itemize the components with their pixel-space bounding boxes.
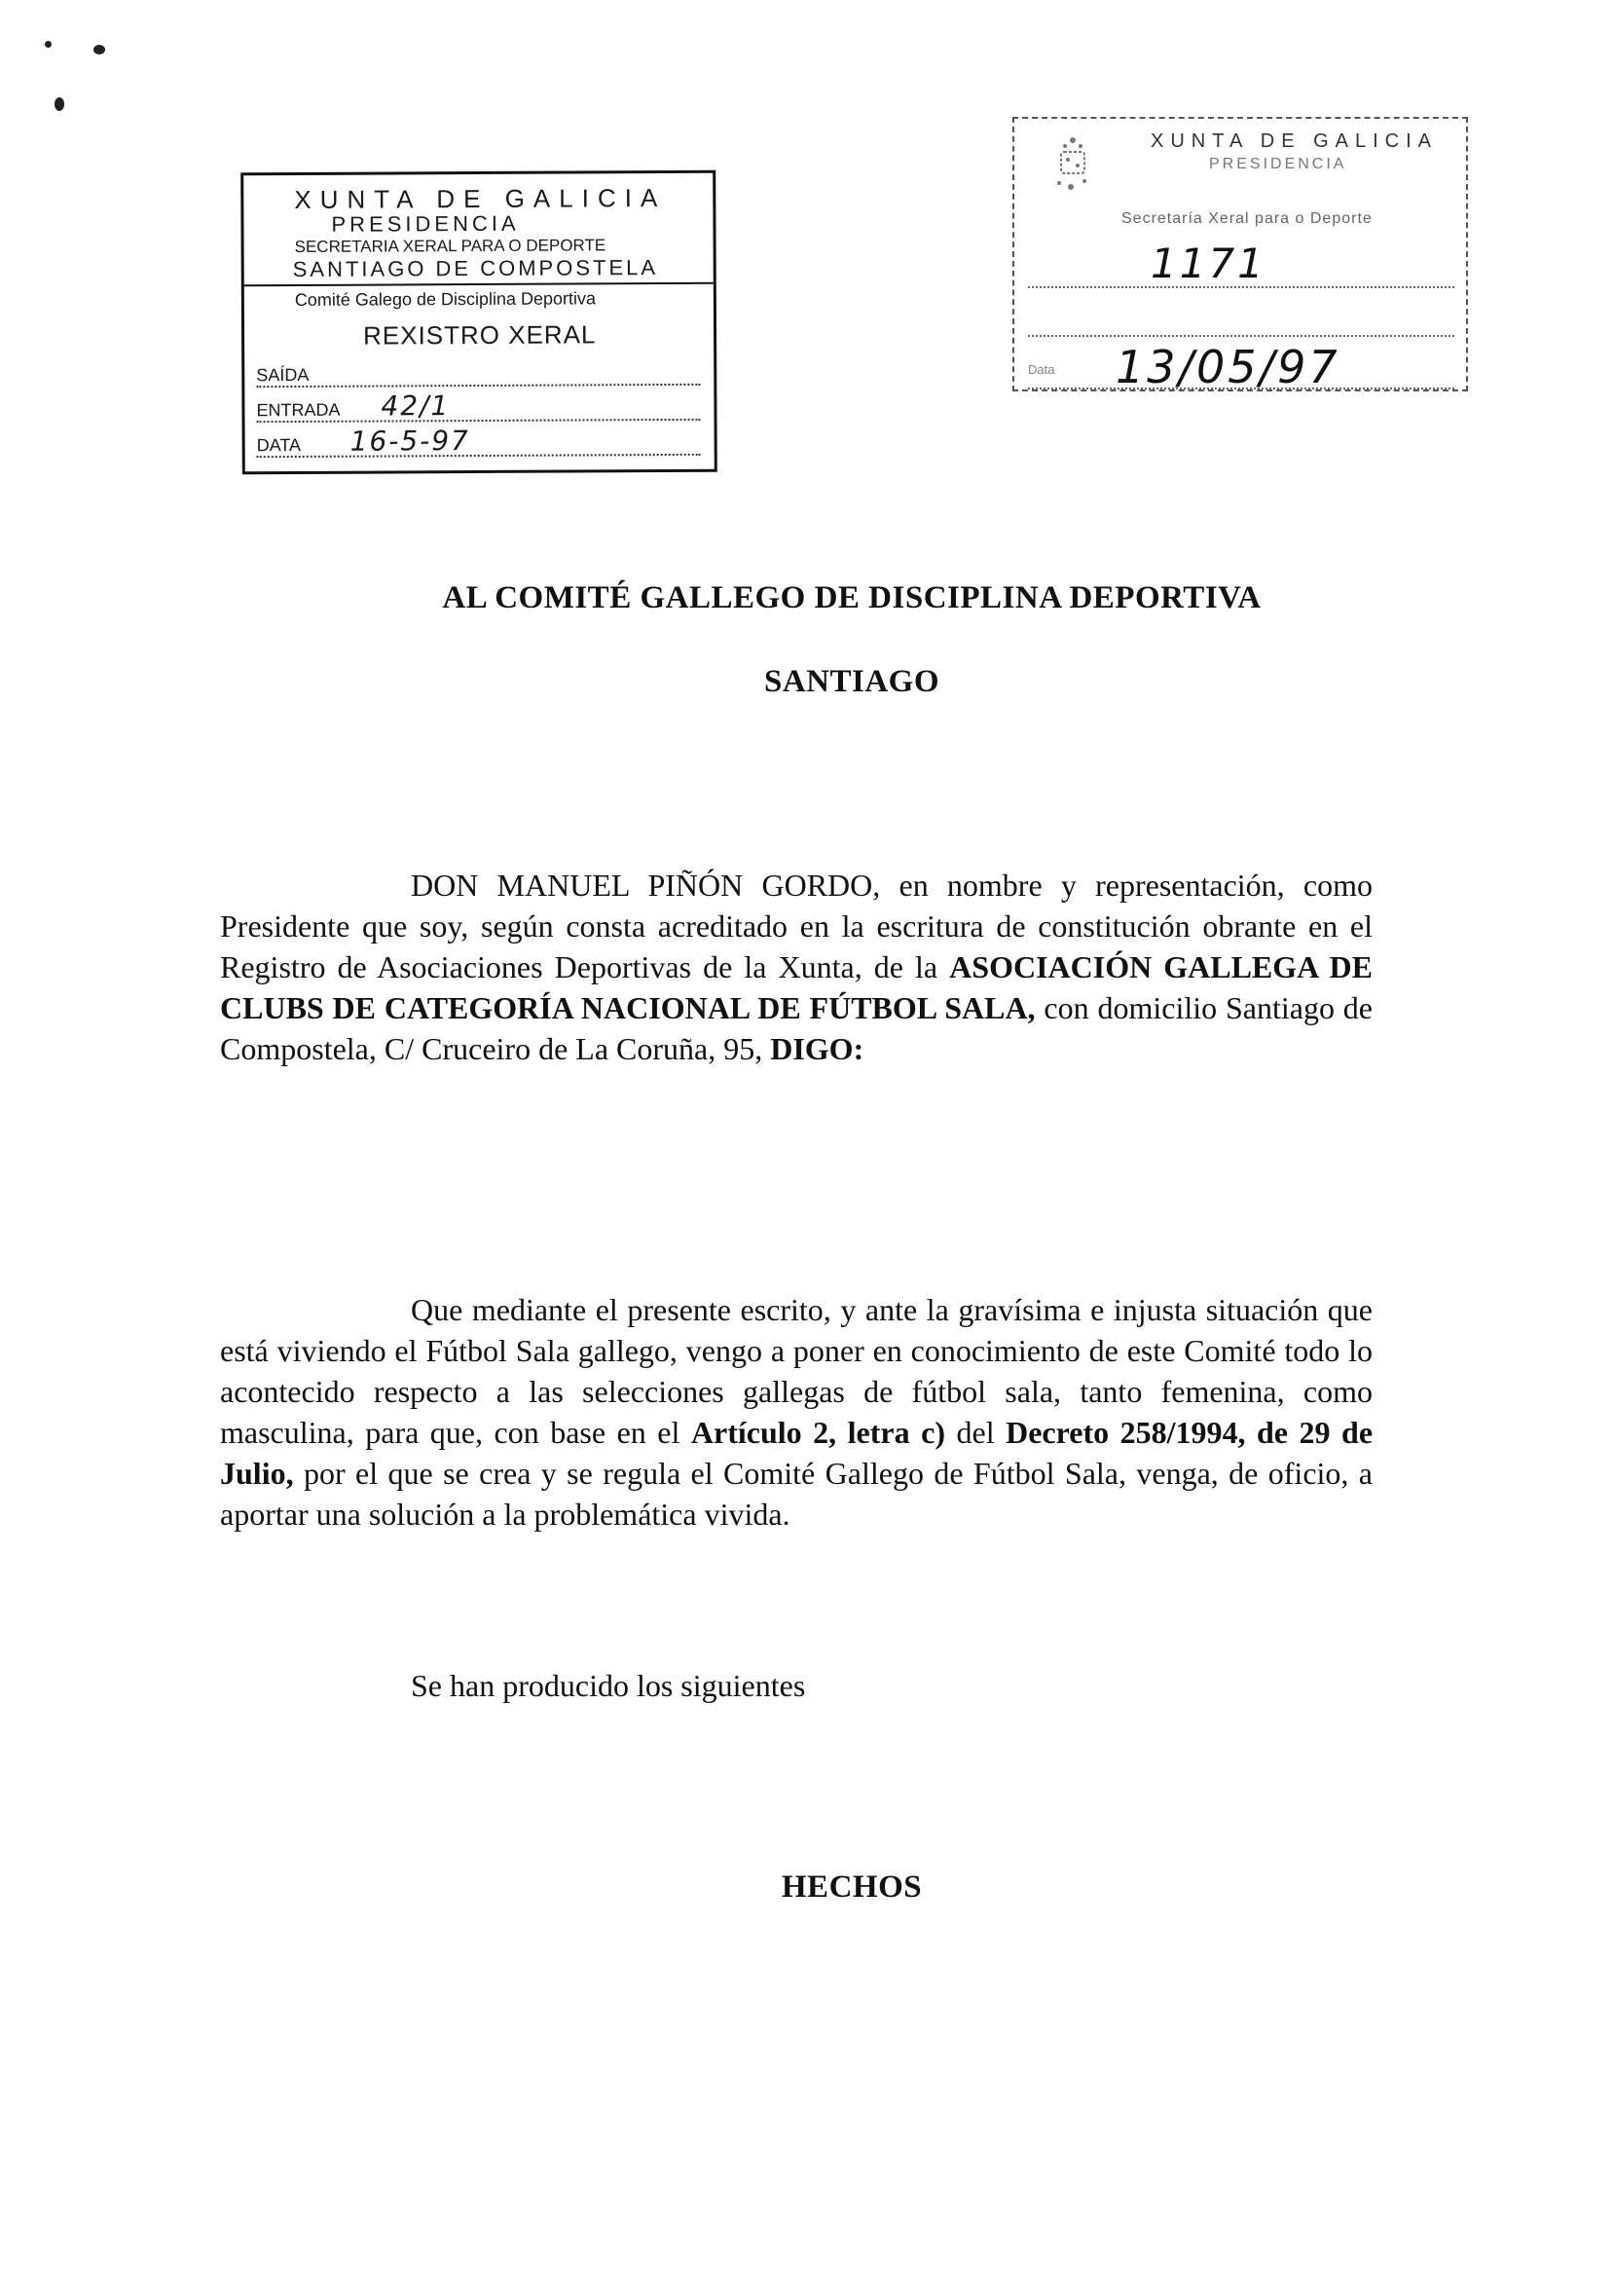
stamp-right-secretaria: Secretaría Xeral para o Deporte bbox=[1121, 210, 1373, 227]
p2-text-a: Que mediante el presente escrito, y ante la gravísima e injusta situación que está viviendo el Fútbol Sala gallego, vengo a poner en conocimiento de este Comité todo lo acontecido respecto a las selecciones gallegas de fútbol sala, tanto femenina, como masculina, para que, con base en el bbox=[220, 1292, 1373, 1450]
hechos-heading: HECHOS bbox=[781, 1870, 923, 1905]
data-label: DATA bbox=[256, 434, 302, 456]
scan-mark bbox=[93, 45, 105, 55]
stamp-row-data bbox=[256, 425, 701, 458]
coat-of-arms-icon bbox=[1051, 132, 1094, 201]
registry-number: 1171 bbox=[1151, 240, 1266, 287]
stamp-row-entrada bbox=[256, 389, 700, 423]
p2-text-c: del bbox=[945, 1415, 1007, 1450]
addressee-heading: AL COMITÉ GALLEGO DE DISCIPLINA DEPORTIVA bbox=[442, 580, 1262, 615]
transition-line: Se han producido los siguientes bbox=[411, 1668, 806, 1703]
scan-mark bbox=[55, 97, 64, 111]
scan-mark bbox=[45, 41, 52, 48]
stamp-line-secretaria: SECRETARIA XERAL PARA O DEPORTE bbox=[294, 236, 606, 256]
stamp-right-xunta: XUNTA DE GALICIA bbox=[1151, 130, 1439, 152]
registry-date: 13/05/97 bbox=[1116, 341, 1340, 393]
article-reference: Artículo 2, letra c) bbox=[690, 1415, 945, 1450]
stamp-line-presidencia: PRESIDENCIA bbox=[331, 210, 520, 237]
statement-paragraph bbox=[220, 1289, 1373, 1535]
digo-label: DIGO: bbox=[770, 1031, 864, 1066]
stamp-right-line bbox=[1028, 314, 1454, 337]
city-heading: SANTIAGO bbox=[763, 664, 940, 699]
stamp-line-comite: Comité Galego de Disciplina Deportiva bbox=[294, 288, 597, 310]
stamp-row-saida bbox=[256, 358, 700, 388]
stamp-header bbox=[243, 173, 714, 287]
date-label: Data bbox=[1028, 362, 1055, 377]
stamp-line-xunta: XUNTA DE GALICIA bbox=[294, 182, 667, 214]
association-name: ASOCIACIÓN GALLEGA DE CLUBS DE CATEGORÍA NACIONAL DE FÚTBOL SALA, bbox=[220, 949, 1374, 1025]
intro-paragraph bbox=[220, 865, 1373, 1069]
p1-text-a: DON MANUEL PIÑÓN GORDO, en nombre y representación, como Presidente que soy, según consta acreditado en la escritura de constitución obrante en el Registro de Asociaciones Deportivas de la Xunta, de la bbox=[220, 868, 1373, 984]
stamp-line-rexistro: REXISTRO XERAL bbox=[362, 319, 597, 351]
p2-text-e: por el que se crea y se regula el Comité Gallego de Fútbol Sala, venga, de oficio, a aportar una solución a la problemática vivida. bbox=[220, 1456, 1373, 1532]
p1-text-c: con domicilio Santiago de Compostela, C/ Cruceiro de La Coruña, 95, bbox=[220, 990, 1374, 1066]
stamp-right-presidencia: PRESIDENCIA bbox=[1209, 156, 1347, 172]
decree-reference: Decreto 258/1994, de 29 de Julio, bbox=[220, 1415, 1374, 1491]
presidency-stamp bbox=[1012, 117, 1468, 391]
entrada-label: ENTRADA bbox=[256, 399, 341, 421]
entrada-value: 42/1 bbox=[381, 389, 451, 423]
stamp-line-santiago: SANTIAGO DE COMPOSTELA bbox=[292, 255, 659, 282]
data-value: 16-5-97 bbox=[349, 425, 471, 458]
saida-label: SAÍDA bbox=[256, 364, 310, 386]
registry-stamp bbox=[240, 170, 717, 475]
